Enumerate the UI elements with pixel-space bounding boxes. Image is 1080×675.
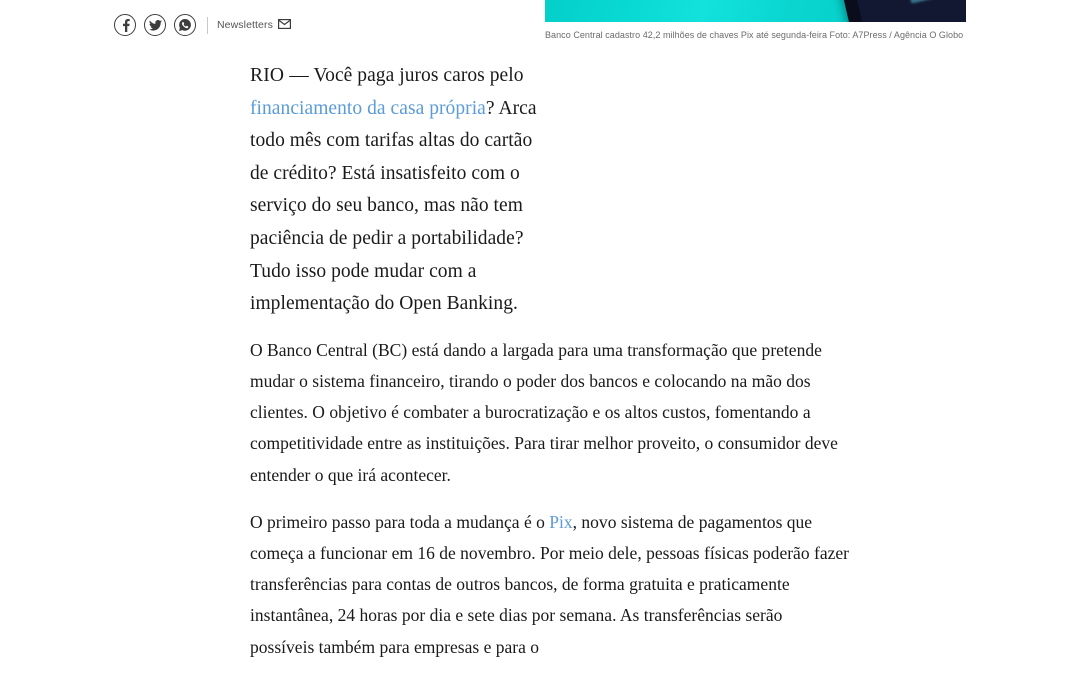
envelope-icon xyxy=(278,19,291,32)
lead-paragraph xyxy=(250,60,550,321)
phone-subject-edge xyxy=(847,0,966,22)
lead-text-after-link: ? Arca todo mês com tarifas altas do cartão de crédito? Está insatisfeito com o serviço do seu banco, mas não tem paciência de pedir a portabilidade? Tudo isso pode mudar com a implementação do Open Banking. xyxy=(250,97,537,315)
pix-text-after-link: , novo sistema de pagamentos que começa a funcionar em 16 de novembro. Por meio dele, pessoas físicas poderão fazer transferências para contas de outros bancos, de forma gratuita e praticamente instantânea, 24 horas por dia e sete dias por semana. As transferências serão possíveis também para empresas e para o xyxy=(250,511,849,657)
article-figure xyxy=(545,0,966,41)
link-pix[interactable]: Pix xyxy=(549,511,573,532)
figure-caption: Banco Central cadastro 42,2 milhões de chaves Pix até segunda-feira Foto: A7Press / Agência O Globo xyxy=(545,30,964,40)
dateline: RIO — xyxy=(250,65,309,86)
facebook-icon[interactable] xyxy=(114,14,136,36)
share-bar xyxy=(114,11,291,39)
newsletters-label: Newsletters xyxy=(217,19,273,31)
paragraph-banco-central: O Banco Central (BC) está dando a largada para uma transformação que pretende mudar o sistema financeiro, tirando o poder dos bancos e colocando na mão dos clientes. O objetivo é combater a burocratização e os altos custos, fomentando a competitividade entre as instituições. Para tirar melhor proveito, o consumidor deve entender o que irá acontecer. xyxy=(250,339,838,485)
article-body xyxy=(250,60,850,675)
link-financiamento-casa-propria[interactable]: financiamento da casa própria xyxy=(250,97,486,119)
paragraph-pix xyxy=(250,507,850,663)
twitter-icon[interactable] xyxy=(144,14,166,36)
pix-text-before-link: O primeiro passo para toda a mudança é o xyxy=(250,511,550,532)
lead-text-before-link: Você paga juros caros pelo xyxy=(308,65,524,86)
newsletters-link[interactable] xyxy=(217,19,291,32)
whatsapp-icon[interactable] xyxy=(174,14,196,36)
share-divider xyxy=(207,17,208,34)
figure-photo xyxy=(545,0,966,22)
